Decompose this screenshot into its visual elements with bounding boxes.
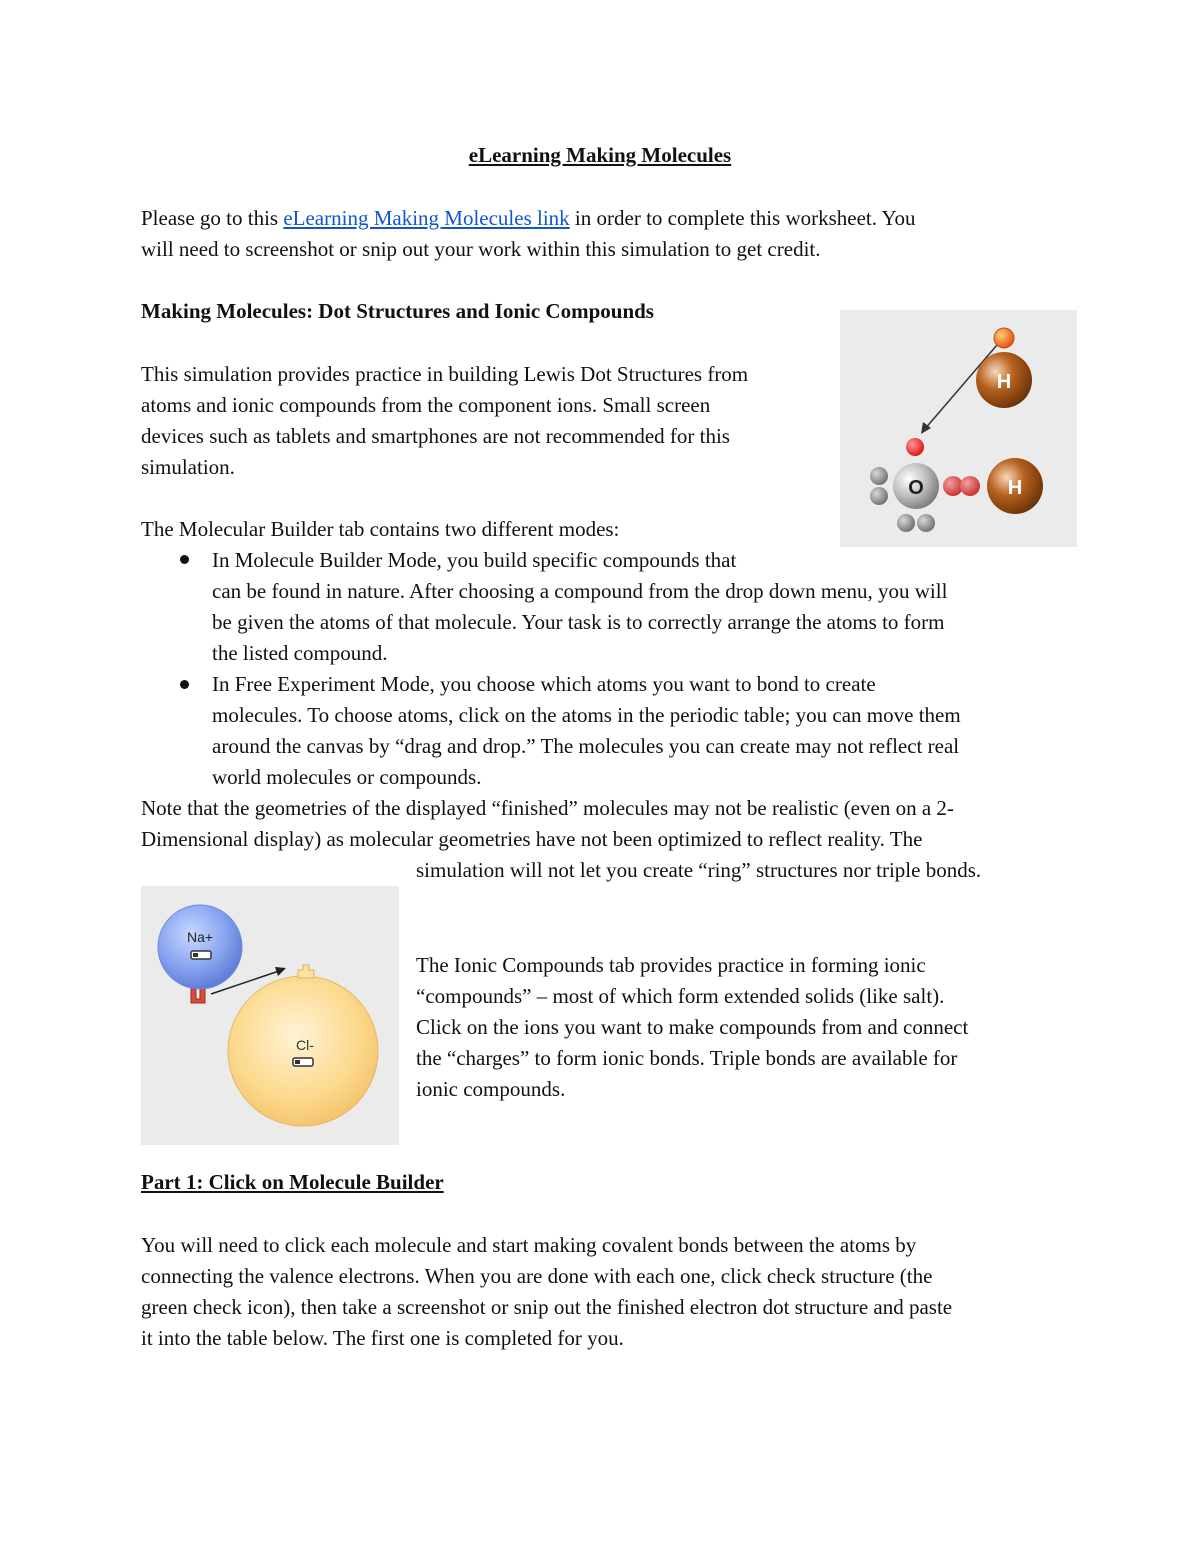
part1-heading: Part 1: Click on Molecule Builder <box>141 1170 444 1194</box>
bullet-marker <box>180 555 189 564</box>
bullet-2-line: world molecules or compounds. <box>212 765 482 789</box>
charge-connector-icon[interactable] <box>298 965 314 978</box>
ionic-compound-figure <box>141 886 399 1145</box>
intro-suffix: in order to complete this worksheet. You <box>569 206 916 230</box>
ionic-line: The Ionic Compounds tab provides practice in forming ionic <box>416 953 926 977</box>
modes-intro: The Molecular Builder tab contains two different modes: <box>141 517 620 541</box>
bullet-2-line: In Free Experiment Mode, you choose which atoms you want to bond to create <box>212 672 876 696</box>
part1-line: green check icon), then take a screenshot or snip out the finished electron dot structure and paste <box>141 1295 953 1319</box>
ionic-line: ionic compounds. <box>416 1077 566 1101</box>
elearning-link[interactable]: eLearning Making Molecules link <box>283 206 570 230</box>
bullet-marker <box>180 680 189 689</box>
sodium-ion[interactable] <box>158 905 242 989</box>
electron-dot-gray <box>870 467 888 485</box>
electron-dot-red[interactable] <box>906 438 924 456</box>
description-line: This simulation provides practice in building Lewis Dot Structures from <box>141 362 749 386</box>
electron-dot-gray <box>917 514 935 532</box>
bullet-1-line: can be found in nature. After choosing a compound from the drop down menu, you will <box>212 579 948 603</box>
electron-dot-gray <box>870 487 888 505</box>
section-heading: Making Molecules: Dot Structures and Ionic Compounds <box>141 299 654 323</box>
water-molecule-figure <box>840 310 1077 547</box>
bullet-2-line: molecules. To choose atoms, click on the atoms in the periodic table; you can move them <box>212 703 961 727</box>
ionic-line: the “charges” to form ionic bonds. Triple bonds are available for <box>416 1046 958 1070</box>
note-line: simulation will not let you create “ring” structures nor triple bonds. <box>416 858 982 882</box>
arrow-head-icon <box>275 967 286 976</box>
note-line: Note that the geometries of the displayed “finished” molecules may not be realistic (even on a 2- <box>141 796 954 820</box>
hydrogen-label-top: H <box>996 371 1012 393</box>
intro-prefix: Please go to this <box>141 206 284 230</box>
part1-line: You will need to click each molecule and start making covalent bonds between the atoms by <box>141 1233 917 1257</box>
bullet-1-line: the listed compound. <box>212 641 388 665</box>
battery-fill <box>193 953 198 957</box>
bullet-1-line: be given the atoms of that molecule. Your task is to correctly arrange the atoms to form <box>212 610 945 634</box>
sodium-label: Na+ <box>186 929 214 945</box>
bond-electron-dot <box>960 476 980 496</box>
document-title: eLearning Making Molecules <box>468 143 732 167</box>
description-line: simulation. <box>141 455 235 479</box>
note-line: Dimensional display) as molecular geometries have not been optimized to reflect reality. The <box>141 827 923 851</box>
ionic-line: Click on the ions you want to make compounds from and connect <box>416 1015 969 1039</box>
oxygen-label: O <box>908 477 924 499</box>
ionic-compound-drawing <box>141 886 399 1145</box>
electron-dot-orange[interactable] <box>994 328 1014 348</box>
part1-line: it into the table below. The first one is completed for you. <box>141 1326 624 1350</box>
description-line: atoms and ionic compounds from the component ions. Small screen <box>141 393 711 417</box>
description-line: devices such as tablets and smartphones are not recommended for this <box>141 424 730 448</box>
intro-line-2: will need to screenshot or snip out your work within this simulation to get credit. <box>141 237 821 261</box>
intro-line-1 <box>141 205 916 231</box>
hydrogen-label-right: H <box>1007 477 1023 499</box>
part1-line: connecting the valence electrons. When you are done with each one, click check structure (the <box>141 1264 933 1288</box>
charge-connector-red-icon[interactable] <box>191 989 205 1003</box>
water-molecule-drawing <box>840 310 1077 547</box>
battery-fill <box>295 1060 300 1064</box>
ionic-line: “compounds” – most of which form extended solids (like salt). <box>416 984 945 1008</box>
bullet-1-line: In Molecule Builder Mode, you build specific compounds that <box>212 548 737 572</box>
chloride-label: Cl- <box>296 1037 314 1053</box>
bullet-2-line: around the canvas by “drag and drop.” The molecules you can create may not reflect real <box>212 734 960 758</box>
electron-dot-gray <box>897 514 915 532</box>
